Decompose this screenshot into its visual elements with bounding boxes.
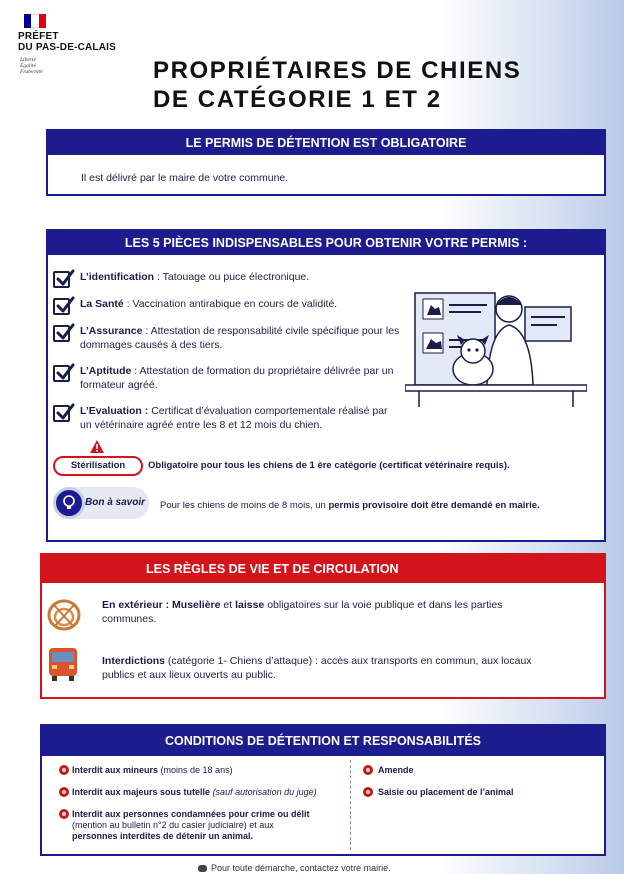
permis-section: [46, 129, 606, 196]
lightbulb-icon: [53, 487, 85, 519]
piece-item: L’Aptitude : Attestation de formation du propriétaire délivrée par un formateur agréé.: [80, 365, 394, 391]
footer: Pour toute démarche, contactez votre mairie.: [198, 863, 391, 873]
checkbox-icon: [53, 325, 70, 342]
prefecture-name: PRÉFET DU PAS-DE-CALAIS: [18, 31, 117, 53]
pieces-heading: LES 5 PIÈCES INDISPENSABLES POUR OBTENIR VOTRE PERMIS :: [48, 231, 604, 255]
regles-heading: LES RÈGLES DE VIE ET DE CIRCULATION: [42, 555, 604, 583]
bon-a-savoir-text: Pour les chiens de moins de 8 mois, un permis provisoire doit être demandé en mairie.: [160, 500, 540, 511]
condition-mineurs: Interdit aux mineurs (moins de 18 ans): [72, 765, 233, 775]
alert-dot-icon: [59, 787, 69, 797]
piece-item: L’Assurance : Attestation de responsabilité civile spécifique pour les dommages causés à des tiers.: [80, 325, 400, 351]
checkbox-icon: [53, 365, 70, 382]
phone-icon: [198, 865, 207, 872]
sterilisation-text: Obligatoire pour tous les chiens de 1 ère catégorie (certificat vétérinaire requis).: [148, 460, 510, 471]
piece-item: L’identification : Tatouage ou puce électronique.: [80, 271, 310, 283]
checkbox-icon: [53, 271, 70, 288]
republic-motto: Liberté Égalité Fraternité: [20, 57, 43, 75]
leash-muzzle-icon: [44, 595, 84, 633]
conditions-heading: CONDITIONS DE DÉTENTION ET RESPONSABILITÉS: [42, 726, 604, 756]
permis-heading: LE PERMIS DE DÉTENTION EST OBLIGATOIRE: [48, 131, 604, 155]
alert-dot-icon: [59, 765, 69, 775]
alert-dot-icon: [59, 809, 69, 819]
interdictions-text: Interdictions (catégorie 1- Chiens d’attaque) : accès aux transports en commun, aux locaux publics et aux lieux ouverts au public.: [102, 655, 532, 681]
permis-text: Il est délivré par le maire de votre commune.: [81, 172, 289, 184]
exterieur-text: En extérieur : Muselière et laisse obligatoires sur la voie publique et dans les parties communes.: [102, 599, 503, 625]
condition-condamnes: Interdit aux personnes condamnées pour crime ou délit (mention au bulletin n°2 du casier judiciaire) et aux personnes interdites de détenir un animal.: [72, 809, 310, 841]
sterilisation-badge: Stérilisation: [53, 456, 143, 476]
checkbox-icon: [53, 405, 70, 422]
column-divider: [350, 760, 351, 850]
veterinarian-illustration: [405, 285, 587, 407]
condition-tutelle: Interdit aux majeurs sous tutelle (sauf autorisation du juge): [72, 787, 317, 797]
alert-dot-icon: [363, 787, 373, 797]
warning-icon: [90, 440, 104, 453]
alert-dot-icon: [363, 765, 373, 775]
condition-amende: Amende: [378, 765, 414, 775]
french-flag-logo: [24, 14, 46, 28]
bon-a-savoir-label: Bon à savoir: [85, 497, 146, 508]
page-title: PROPRIÉTAIRES DE CHIENS DE CATÉGORIE 1 ET 2: [153, 57, 522, 113]
piece-item: L’Evaluation : Certificat d’évaluation comportementale réalisé par un vétérinaire agréé entre les 8 et 12 mois du chien.: [80, 405, 388, 431]
checkbox-icon: [53, 298, 70, 315]
condition-saisie: Saisie ou placement de l’animal: [378, 787, 514, 797]
piece-item: La Santé : Vaccination antirabique en cours de validité.: [80, 298, 338, 310]
bus-icon: [46, 646, 80, 682]
